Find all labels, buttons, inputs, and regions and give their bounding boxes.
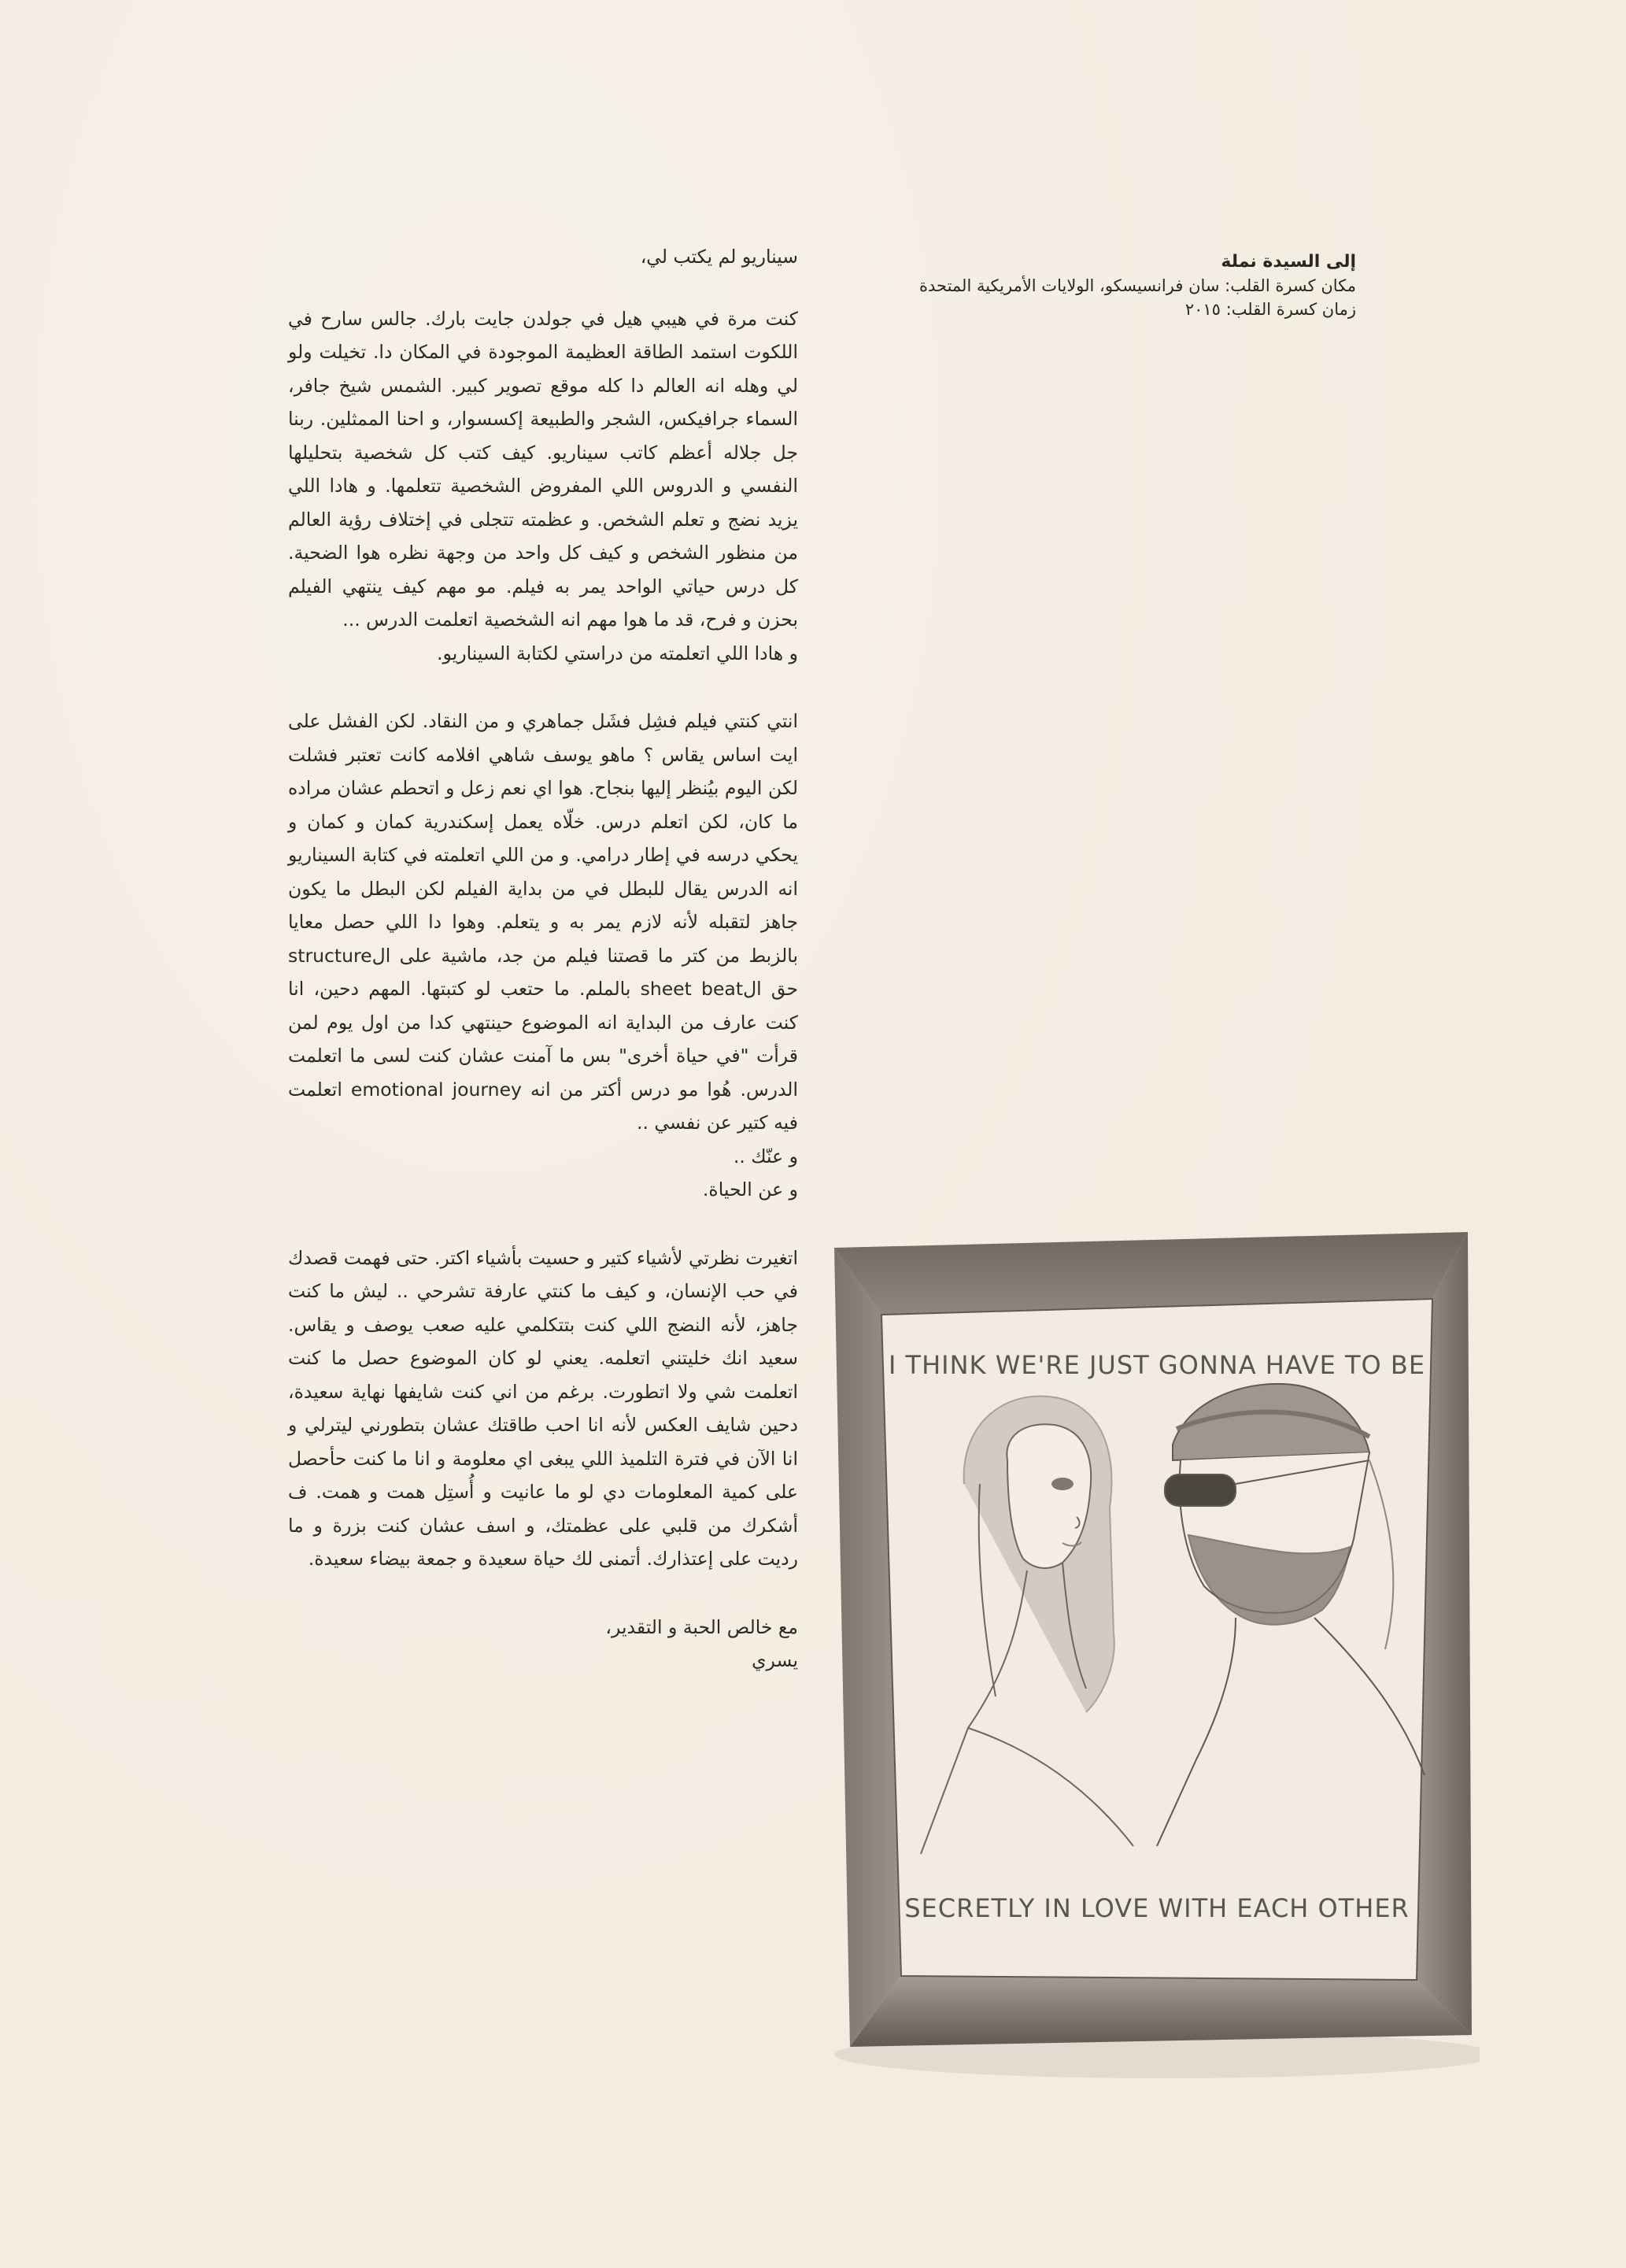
drawing-bottom-text: SECRETLY IN LOVE WITH EACH OTHER	[904, 1893, 1410, 1923]
pencil-drawing-svg	[826, 1224, 1480, 2082]
letter-body	[288, 240, 798, 1678]
closing-line: مع خالص الحبة و التقدير،	[605, 1615, 798, 1638]
framed-portrait-drawing	[826, 1224, 1480, 2082]
recipient-line: إلى السيدة نملة	[1221, 252, 1356, 272]
paragraph-2-end-2: و عن الحياة.	[702, 1178, 798, 1201]
paragraph-3	[288, 1241, 798, 1576]
paragraph-1-text: كنت مرة في هيبي هيل في جولدن جايت بارك. جالس سارح في اللكوت استمد الطاقة العظيمة الموجودة في المكان دا. تخيلت ولو لي وهله انه العالم دا كله موقع تصوير كبير. الشمس شيخ جافر، السماء جرافيكس، الشجر والطبيعة إكسسوار، و احنا الممثلين. ربنا جل جلاله أعظم كاتب سيناريو. كيف كتب كل شخصية بتحليلها النفسي و الدروس اللي المفروض الشخصية تتعلمها. و هادا اللي يزيد نضج و تعلم الشخص. و عظمته تتجلى في إختلاف رؤية العالم من منظور الشخص و كيف كل واحد من وجهة نظره هوا الضحية. كل درس حياتي الواحد يمر به فيلم. مو مهم كيف ينتهي الفيلم بحزن و فرح، قد ما هوا مهم انه الشخصية اتعلمت الدرس ...	[288, 307, 798, 631]
paragraph-2-text: انتي كنتي فيلم فشِل فشَل جماهري و من النقاد. لكن الفشل على ايت اساس يقاس ؟ ماهو يوسف شاهي افلامه كانت تعتبر فشلت لكن اليوم بيُنظر إليها بنجاح. هوا اي نعم زعل و اتحطم عشان مراده ما كان، لكن اتعلم درس. خلّاه يعمل إسكندرية كمان و كمان و يحكي درسه في إطار درامي. و من اللي اتعلمته في كتابة السيناريو انه الدرس يقال للبطل في من بداية الفيلم لكن البطل ما يكون جاهز لتقبله لأنه لازم يمر به و يتعلم. وهوا دا اللي حصل معايا بالزبط من كتر ما قصتنا فيلم من جد، ماشية على الstructure حق الsheet beat بالملم. ما حتعب لو كتبتها. المهم دحين، انا كنت عارف من البداية انه الموضوع حينتهي كدا من اول يوم لمن قرأت "في حياة أخرى" بس ما آمنت عشان كنت لسى ما اتعلمت الدرس. هُوا مو درس أكتر من انه emotional journey اتعلمت فيه كتير عن نفسي ..	[288, 710, 799, 1134]
paragraph-3-text: اتغيرت نظرتي لأشياء كتير و حسيت بأشياء اكتر. حتى فهمت قصدك في حب الإنسان، و كيف ما كنتي عارفة تشرحي .. ليش ما كنت جاهز، لأنه النضج اللي كنت بتتكلمي عليه صعب يوصف و يقاس. سعيد انك خليتني اتعلمه. يعني لو كان الموضوع حصل ما كنت اتعلمت شي ولا اتطورت. برغم من اني كنت شايفها نهاية سعيدة، دحين شايف العكس لأنه انا احب طاقتك عشان بتطورني ليترلي و انا الآن في فترة التلميذ اللي يبغى اي معلومة و انا ما كنت حأحصل على كمية المعلومات دي لو ما عانيت و أُستِل همت و همت. ف أشكرك من قلبي على عظمتك، و اسف عشان كنت بزرة و ما رديت على إعتذارك. أتمنى لك حياة سعيدة و جمعة بيضاء سعيدة.	[288, 1246, 798, 1570]
heartbreak-time: زمان كسرة القلب: ٢٠١٥	[1184, 300, 1356, 319]
heartbreak-place: مكان كسرة القلب: سان فرانسيسكو، الولايات الأمريكية المتحدة	[918, 276, 1356, 295]
signature: يسري	[752, 1649, 798, 1671]
paragraph-2-end-1: و عنّك ..	[733, 1145, 798, 1167]
drawing-top-text: I THINK WE'RE JUST GONNA HAVE TO BE	[888, 1350, 1426, 1380]
paragraph-1	[288, 302, 798, 671]
paragraph-1-end: و هادا اللي اتعلمته من دراستي لكتابة السيناريو.	[437, 642, 798, 664]
paragraph-2	[288, 705, 798, 1207]
salutation: سيناريو لم يكتب لي،	[640, 246, 798, 268]
letter-header	[915, 250, 1356, 321]
